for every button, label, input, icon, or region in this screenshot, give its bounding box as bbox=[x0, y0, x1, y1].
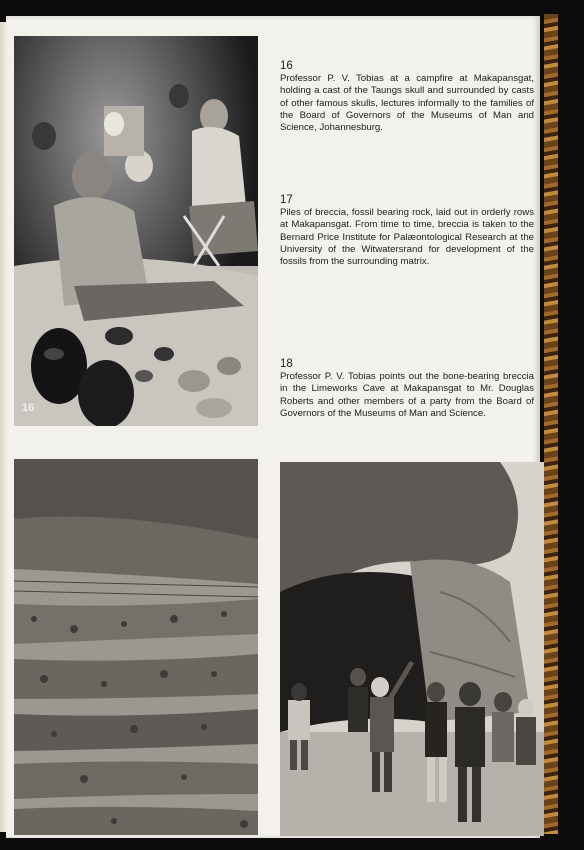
caption-text: Piles of breccia, fossil bearing rock, laid out in orderly rows at Makapansgat. From time to time, breccia is taken to the Bernard Price Institute for Palæontological Research at the University of the Witwatersrand for development of the fossils from the surrounding matrix. bbox=[280, 207, 534, 268]
caption-text: Professor P. V. Tobias points out the bone-bearing breccia in the Limeworks Cave at Makapansgat to Mr. Douglas Roberts and other members of a party from the Board of Governors of the Museums of Man and Science. bbox=[280, 371, 534, 419]
caption-16 bbox=[280, 60, 534, 134]
book-cover-edge bbox=[544, 14, 558, 834]
caption-text: Professor P. V. Tobias at a campfire at Makapansgat, holding a cast of the Taungs skull and surrounded by casts of other famous skulls, lectures informally to the families of the Board of Governors of the Museums of Man and Science, Johannesburg. bbox=[280, 73, 534, 134]
book-page bbox=[6, 16, 540, 838]
photo-limeworks-cave bbox=[280, 462, 544, 836]
photo-number-label: 16 bbox=[22, 402, 35, 414]
campfire-photo-art bbox=[14, 36, 258, 426]
photo-campfire-lecture bbox=[14, 36, 258, 426]
caption-18 bbox=[280, 358, 534, 420]
breccia-photo-art bbox=[14, 459, 258, 835]
photo-breccia-rows bbox=[14, 459, 258, 835]
caption-number: 18 bbox=[280, 358, 293, 370]
caption-number: 16 bbox=[280, 60, 293, 72]
cave-photo-art bbox=[280, 462, 544, 836]
caption-17 bbox=[280, 194, 534, 268]
caption-number: 17 bbox=[280, 194, 293, 206]
